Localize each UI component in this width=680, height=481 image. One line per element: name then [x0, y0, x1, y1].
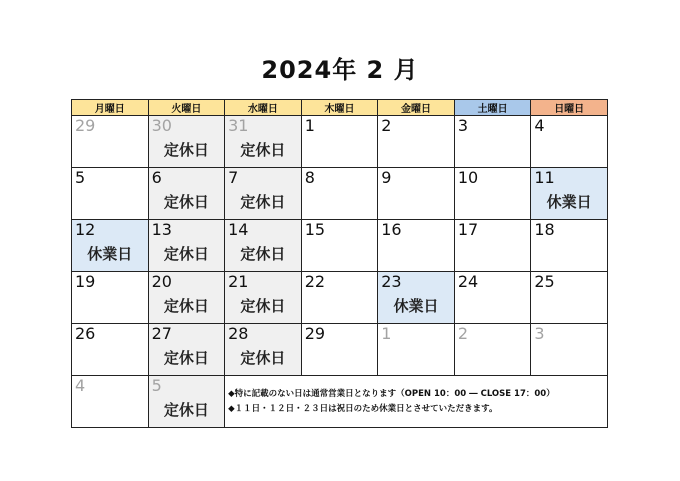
- note-line: ◆特に記載のない日は通常営業日となります（OPEN 10：00 ― CLOSE 17：00）: [228, 388, 555, 399]
- weekday-tue: 火曜日: [148, 100, 225, 116]
- day-number: 19: [75, 272, 96, 291]
- day-number: 1: [304, 116, 315, 135]
- day-cell: [454, 272, 531, 324]
- day-cell: [72, 116, 149, 168]
- day-cell: [454, 324, 531, 376]
- closed-day-label: 定休日: [163, 297, 209, 315]
- week-row: [72, 376, 608, 428]
- day-cell: [454, 168, 531, 220]
- day-cell: [301, 324, 378, 376]
- holiday-label: 休業日: [87, 245, 133, 263]
- day-cell: [378, 324, 455, 376]
- day-cell: [531, 324, 608, 376]
- day-number: 5: [75, 168, 86, 187]
- day-cell: [301, 116, 378, 168]
- day-number: 13: [151, 220, 172, 239]
- weekday-mon: 月曜日: [72, 100, 149, 116]
- day-cell: [148, 324, 225, 376]
- day-number: 21: [228, 272, 249, 291]
- closed-day-label: 定休日: [163, 245, 209, 263]
- day-cell: [72, 220, 149, 272]
- day-number: 1: [381, 324, 392, 343]
- day-cell: [378, 220, 455, 272]
- day-cell: [531, 116, 608, 168]
- weekday-thu: 木曜日: [301, 100, 378, 116]
- day-cell: [72, 168, 149, 220]
- day-number: 11: [534, 168, 555, 187]
- day-cell: [531, 168, 608, 220]
- closed-day-label: 定休日: [240, 193, 286, 211]
- day-number: 3: [534, 324, 545, 343]
- weekday-sat: 土曜日: [454, 100, 531, 116]
- closed-day-label: 定休日: [240, 349, 286, 367]
- closed-day-label: 定休日: [240, 297, 286, 315]
- day-number: 22: [304, 272, 326, 291]
- day-number: 12: [75, 220, 96, 239]
- calendar-grid: [71, 99, 608, 428]
- day-number: 6: [151, 168, 162, 187]
- day-cell: [301, 220, 378, 272]
- day-number: 15: [304, 220, 326, 239]
- closed-day-label: 定休日: [163, 141, 209, 159]
- holiday-label: 休業日: [393, 297, 439, 315]
- closed-day-label: 定休日: [163, 349, 209, 367]
- day-cell: [225, 272, 302, 324]
- day-cell: [454, 116, 531, 168]
- holiday-label: 休業日: [546, 193, 592, 211]
- closed-day-label: 定休日: [163, 401, 209, 419]
- weekday-fri: 金曜日: [378, 100, 455, 116]
- day-number: 2: [381, 116, 392, 135]
- day-cell: [225, 116, 302, 168]
- day-number: 2: [457, 324, 468, 343]
- day-number: 18: [534, 220, 555, 239]
- day-number: 5: [151, 376, 162, 395]
- day-number: 31: [228, 116, 249, 135]
- day-cell: [148, 376, 225, 428]
- day-cell: [148, 272, 225, 324]
- calendar-title: 2024年 2 月: [261, 56, 419, 84]
- day-cell: [531, 220, 608, 272]
- day-cell: [225, 168, 302, 220]
- day-number: 29: [75, 116, 96, 135]
- day-cell: [148, 220, 225, 272]
- day-number: 17: [457, 220, 479, 239]
- day-number: 3: [457, 116, 468, 135]
- day-number: 24: [457, 272, 479, 291]
- week-row: [72, 272, 608, 324]
- weekday-wed: 水曜日: [225, 100, 302, 116]
- day-cell: [225, 220, 302, 272]
- day-number: 23: [381, 272, 402, 291]
- day-number: 25: [534, 272, 555, 291]
- day-number: 10: [457, 168, 479, 187]
- day-cell: [72, 324, 149, 376]
- day-number: 9: [381, 168, 392, 187]
- closed-day-label: 定休日: [240, 141, 286, 159]
- week-row: [72, 220, 608, 272]
- day-cell: [378, 168, 455, 220]
- weekday-header-row: [72, 100, 608, 116]
- closed-day-label: 定休日: [240, 245, 286, 263]
- closed-day-label: 定休日: [163, 193, 209, 211]
- week-row: [72, 324, 608, 376]
- day-cell: [531, 272, 608, 324]
- weekday-sun: 日曜日: [531, 100, 608, 116]
- day-number: 29: [304, 324, 326, 343]
- day-number: 4: [75, 376, 86, 395]
- day-cell: [378, 116, 455, 168]
- day-number: 16: [381, 220, 402, 239]
- week-row: [72, 168, 608, 220]
- day-cell: [148, 168, 225, 220]
- day-number: 30: [151, 116, 172, 135]
- day-cell: [72, 272, 149, 324]
- notes-cell: [225, 376, 608, 428]
- day-number: 20: [151, 272, 172, 291]
- day-cell: [72, 376, 149, 428]
- note-line: ◆１１日・１２日・２３日は祝日のため休業日とさせていただきます。: [228, 403, 498, 414]
- day-cell: [454, 220, 531, 272]
- day-cell: [301, 168, 378, 220]
- week-row: [72, 116, 608, 168]
- day-cell: [378, 272, 455, 324]
- day-number: 27: [151, 324, 172, 343]
- day-number: 8: [304, 168, 315, 187]
- day-number: 26: [75, 324, 96, 343]
- day-number: 28: [228, 324, 249, 343]
- day-cell: [148, 116, 225, 168]
- day-number: 7: [228, 168, 239, 187]
- day-cell: [301, 272, 378, 324]
- notes-box: [225, 387, 607, 417]
- day-number: 4: [534, 116, 545, 135]
- day-cell: [225, 324, 302, 376]
- day-number: 14: [228, 220, 249, 239]
